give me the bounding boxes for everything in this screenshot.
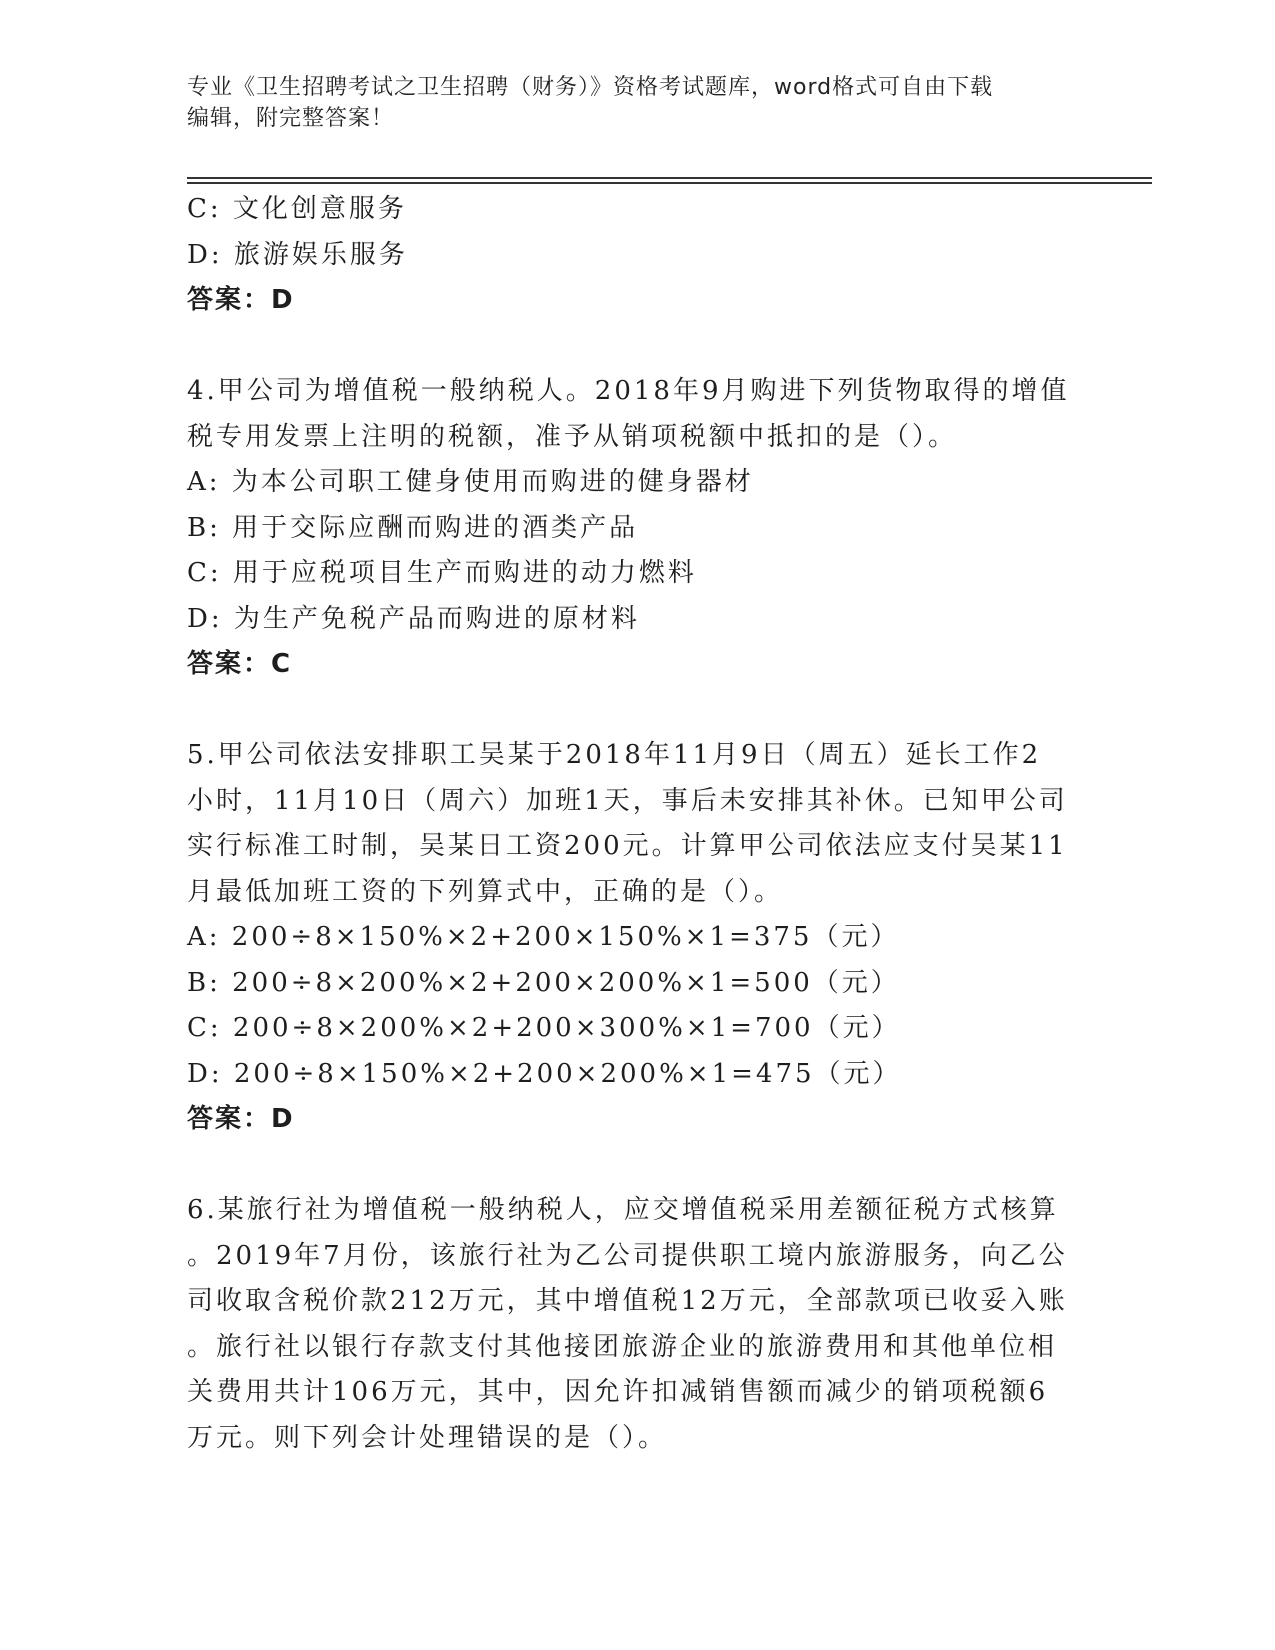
q5-stem-line-3: 实行标准工时制，吴某日工资200元。计算甲公司依法应支付吴某11 bbox=[187, 831, 1068, 861]
spacer bbox=[187, 1143, 1087, 1189]
q4-option-d: D: 为生产免税产品而购进的原材料 bbox=[187, 603, 640, 634]
document-header bbox=[187, 72, 1087, 134]
q4-option-c: C: 用于应税项目生产而购进的动力燃料 bbox=[187, 558, 697, 588]
q6-stem-line-3: 司收取含税价款212万元，其中增值税12万元，全部款项已收妥入账 bbox=[187, 1286, 1068, 1316]
document-body bbox=[187, 187, 1087, 1461]
q5-answer: 答案：D bbox=[187, 1104, 295, 1134]
header-divider-top bbox=[187, 177, 1152, 179]
q5-option-d: D: 200÷8×150%×2+200×200%×1=475（元） bbox=[187, 1058, 902, 1089]
q4-stem-line-2: 税专用发票上注明的税额，准予从销项税额中抵扣的是（）。 bbox=[187, 421, 958, 452]
q4-option-b: B: 用于交际应酬而购进的酒类产品 bbox=[187, 512, 639, 543]
q4-answer: 答案：C bbox=[187, 649, 293, 679]
q5-option-b: B: 200÷8×200%×2+200×200%×1=500（元） bbox=[187, 967, 900, 998]
q3-option-c: C: 文化创意服务 bbox=[187, 194, 407, 224]
q6-stem-line-5: 关费用共计106万元，其中，因允许扣减销售额而减少的销项税额6 bbox=[187, 1377, 1049, 1407]
q5-option-c: C: 200÷8×200%×2+200×300%×1=700（元） bbox=[187, 1013, 901, 1043]
q5-stem-line-1: 5.甲公司依法安排职工吴某于2018年11月9日（周五）延长工作2 bbox=[187, 740, 1042, 770]
q5-stem-line-2: 小时，11月10日（周六）加班1天，事后未安排其补休。已知甲公司 bbox=[187, 785, 1068, 816]
q6-stem-line-6: 万元。则下列会计处理错误的是（）。 bbox=[187, 1422, 668, 1453]
q5-option-a: A: 200÷8×150%×2+200×150%×1=375（元） bbox=[187, 922, 900, 952]
q3-answer: 答案：D bbox=[187, 285, 295, 315]
q4-stem-line-1: 4.甲公司为增值税一般纳税人。2018年9月购进下列货物取得的增值 bbox=[187, 376, 1070, 406]
spacer bbox=[187, 324, 1087, 370]
q6-stem-line-1: 6.某旅行社为增值税一般纳税人，应交增值税采用差额征税方式核算 bbox=[187, 1195, 1059, 1225]
header-line-1: 专业《卫生招聘考试之卫生招聘（财务）》资格考试题库，word格式可自由下载 bbox=[187, 75, 994, 100]
q4-option-a: A: 为本公司职工健身使用而购进的健身器材 bbox=[187, 467, 754, 497]
header-divider-bottom bbox=[187, 182, 1152, 184]
q5-stem-line-4: 月最低加班工资的下列算式中，正确的是（）。 bbox=[187, 876, 784, 907]
q6-stem-line-4: 。旅行社以银行存款支付其他接团旅游企业的旅游费用和其他单位相 bbox=[187, 1331, 1058, 1362]
spacer bbox=[187, 688, 1087, 734]
q6-stem-line-2: 。2019年7月份，该旅行社为乙公司提供职工境内旅游服务，向乙公 bbox=[187, 1240, 1068, 1271]
header-line-2: 编辑，附完整答案！ bbox=[187, 106, 395, 131]
q3-option-d: D: 旅游娱乐服务 bbox=[187, 239, 408, 270]
